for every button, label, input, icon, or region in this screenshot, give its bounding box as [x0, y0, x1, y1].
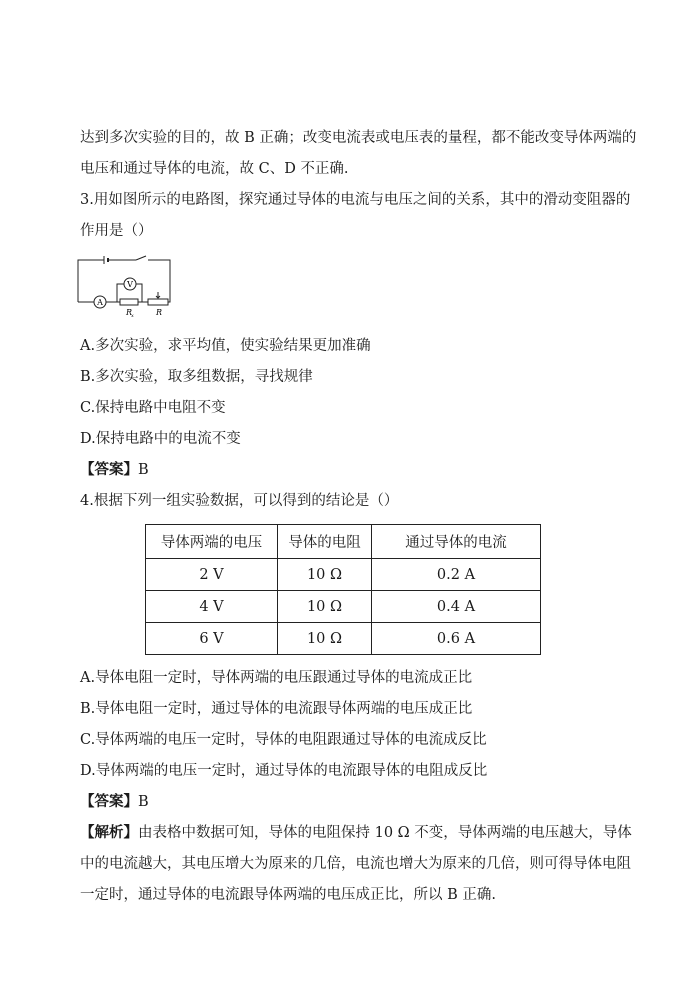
table-cell: 0.6 A — [372, 623, 541, 655]
analysis-line — [80, 824, 632, 842]
answer-line — [80, 793, 149, 811]
analysis-text: 由表格中数据可知，导体的电阻保持 10 Ω 不变，导体两端的电压越大，导体 — [138, 825, 632, 841]
table-cell: 0.2 A — [372, 559, 541, 591]
answer-tag: 【答案】 — [80, 461, 138, 478]
answer-value: B — [138, 462, 149, 478]
option-c: C.保持电路中电阻不变 — [80, 400, 226, 416]
table-cell: 10 Ω — [278, 591, 372, 623]
wire — [148, 260, 170, 302]
rheostat-symbol — [148, 299, 168, 305]
table-header: 导体两端的电压 — [146, 525, 278, 559]
analysis-line: 中的电流越大，其电压增大为原来的几倍，电流也增大为原来的几倍，则可得导体电阻 — [80, 856, 631, 872]
resistor-label: R — [126, 308, 133, 317]
option-a: A.多次实验，求平均值，使实验结果更加准确 — [80, 338, 371, 354]
table-cell: 10 Ω — [278, 559, 372, 591]
option-a: A.导体电阻一定时，导体两端的电压跟通过导体的电流成正比 — [80, 670, 473, 686]
text-line: 达到多次实验的目的，故 B 正确；改变电流表或电压表的量程，都不能改变导体两端的 — [80, 130, 637, 146]
table-cell: 6 V — [146, 623, 278, 655]
resistor-symbol — [120, 299, 138, 305]
answer-value: B — [138, 794, 149, 810]
table-row — [146, 591, 541, 623]
option-c: C.导体两端的电压一定时，导体的电阻跟通过导体的电流成反比 — [80, 732, 487, 748]
switch-blade — [136, 256, 146, 260]
table-cell: 2 V — [146, 559, 278, 591]
table-row — [146, 559, 541, 591]
rheostat-label: R — [156, 308, 163, 317]
voltmeter-label: V — [127, 280, 133, 289]
table-header: 导体的电阻 — [278, 525, 372, 559]
table-cell: 0.4 A — [372, 591, 541, 623]
option-d: D.保持电路中的电流不变 — [80, 431, 241, 447]
analysis-line: 一定时，通过导体的电流跟导体两端的电压成正比，所以 B 正确. — [80, 887, 496, 903]
option-b: B.多次实验，取多组数据，寻找规律 — [80, 369, 313, 385]
question-stem: 4.根据下列一组实验数据，可以得到的结论是（） — [80, 493, 399, 509]
circuit-diagram — [74, 254, 174, 320]
table-cell: 4 V — [146, 591, 278, 623]
option-b: B.导体电阻一定时，通过导体的电流跟导体两端的电压成正比 — [80, 701, 473, 717]
answer-line — [80, 461, 149, 479]
table-cell: 10 Ω — [278, 623, 372, 655]
question-stem: 作用是（） — [80, 223, 153, 239]
ammeter-label: A — [97, 298, 103, 307]
table-header: 通过导体的电流 — [372, 525, 541, 559]
text-line: 电压和通过导体的电流，故 C、D 不正确. — [80, 161, 349, 177]
answer-tag: 【答案】 — [80, 793, 138, 810]
analysis-tag: 【解析】 — [80, 824, 138, 841]
table-header-row — [146, 525, 541, 559]
option-d: D.导体两端的电压一定时，通过导体的电流跟导体的电阻成反比 — [80, 763, 488, 779]
resistor-subscript: x — [131, 313, 134, 319]
data-table — [145, 524, 541, 655]
question-stem: 3.用如图所示的电路图，探究通过导体的电流与电压之间的关系，其中的滑动变阻器的 — [80, 192, 631, 208]
table-row — [146, 623, 541, 655]
